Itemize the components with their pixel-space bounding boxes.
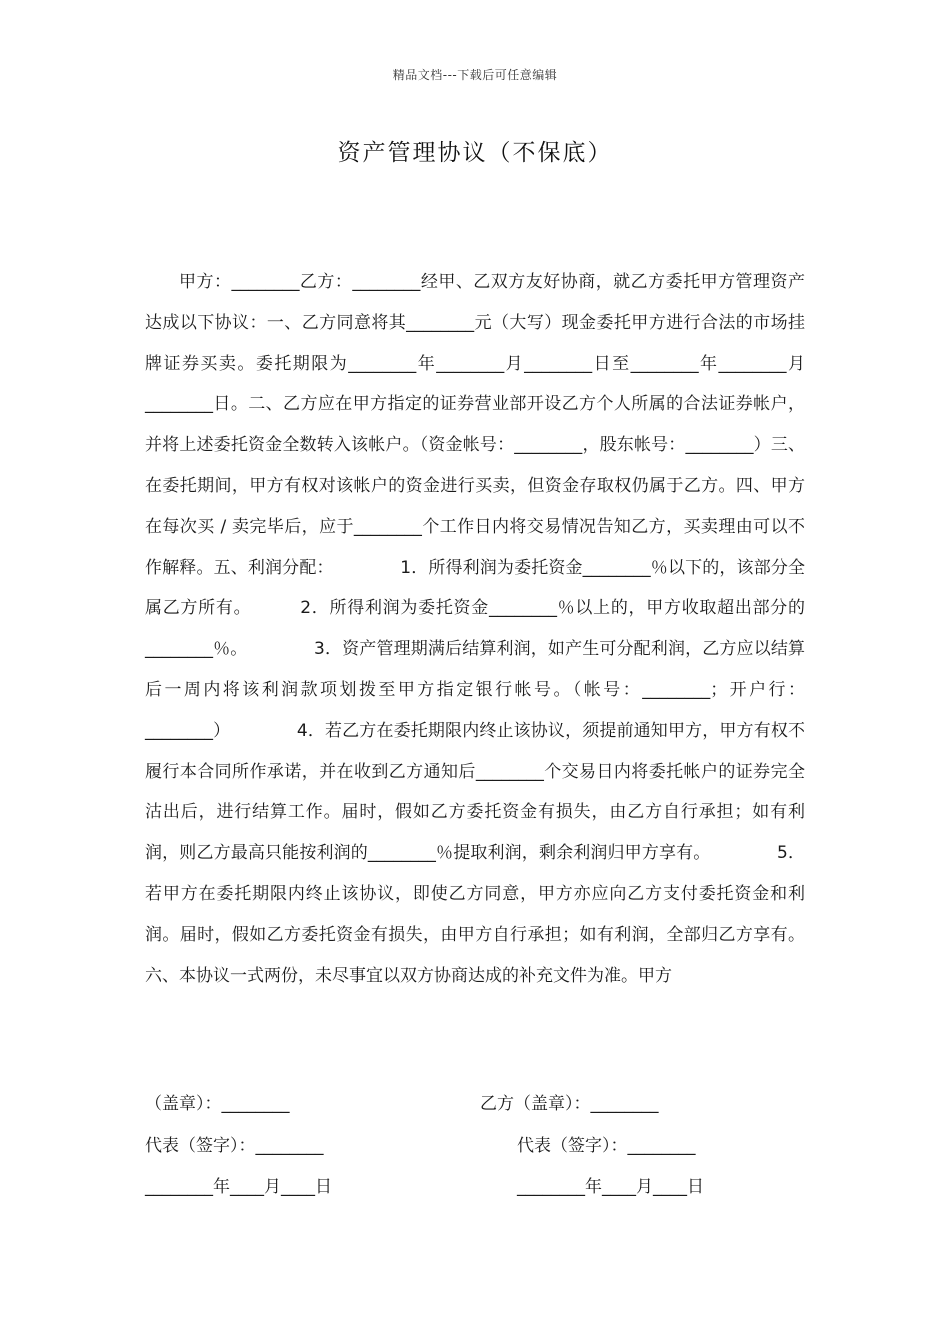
party-b-seal-line: 乙方（盖章）：________ [480,1094,659,1114]
party-a-seal-line: （盖章）：________ [145,1094,290,1114]
party-b-date-line: ________年____月____日 [517,1177,704,1197]
party-b-representative-line: 代表（签字）：________ [517,1136,696,1156]
header-note: 精品文档---下载后可任意编辑 [392,68,558,82]
document-title: 资产管理协议（不保底） [337,140,613,166]
party-a-date-line: ________年____月____日 [145,1177,332,1197]
party-a-representative-line: 代表（签字）：________ [145,1136,324,1156]
agreement-body: 甲方：________乙方：________经甲、乙双方友好协商，就乙方委托甲方管理资产达成以下协议：一、乙方同意将其________元（大写）现金委托甲方进行合法的市场挂牌证券买卖。委托期限为________年________月________日至________年________月________日。二、乙方应在甲方指定的证券营业部开设乙方个人所属的合法证券帐户，并将上述委托资金全数转入该帐户。（资金帐号：________，股东帐号：________）三、在委托期间，甲方有权对该帐户的资金进行买卖，但资金存取权仍属于乙方。四、甲方在每次买 / 卖完毕后，应于________个工作日内将交易情况告知乙方，买卖理由可以不作解释。五、利润分配： 1．所得利润为委托资金________％以下的，该部分全属乙方所有。 2．所得利润为委托资金________％以上的，甲方收取超出部分的________％。 3．资产管理期满后结算利润，如产生可分配利润，乙方应以结算后一周内将该利润款项划拨至甲方指定银行帐号。（帐号：________；开户行：________） 4．若乙方在委托期限内终止该协议，须提前通知甲方，甲方有权不履行本合同所作承诺，并在收到乙方通知后________个交易日内将委托帐户的证券完全沽出后，进行结算工作。届时，假如乙方委托资金有损失，由乙方自行承担；如有利润，则乙方最高只能按利润的________％提取利润，剩余利润归甲方享有。 5．若甲方在委托期限内终止该协议，即使乙方同意，甲方亦应向乙方支付委托资金和利润。届时，假如乙方委托资金有损失，由甲方自行承担；如有利润，全部归乙方享有。六、本协议一式两份，未尽事宜以双方协商达成的补充文件为准。甲方 [145,272,805,986]
